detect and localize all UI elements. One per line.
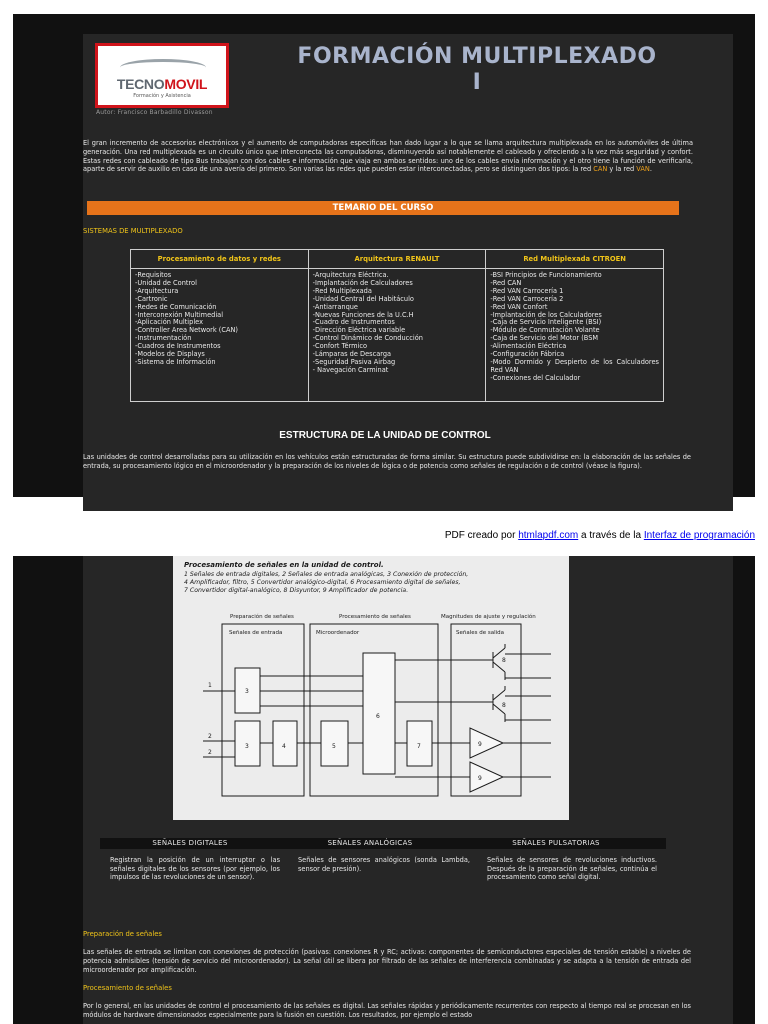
box-label-salida: Señales de salida	[456, 630, 505, 636]
figure-caption-line-1: 1 Señales de entrada digitales, 2 Señales de entrada analógicas, 3 Conexión de protección,	[184, 571, 469, 578]
list-item: -Aplicación Multiplex	[135, 318, 204, 327]
list-item: -Arquitectura	[135, 286, 179, 295]
table-row	[131, 269, 664, 402]
list-item: -Redes de Comunicación	[135, 302, 217, 311]
list-item: -Antiarranque	[312, 302, 358, 311]
preparacion-title: Preparación de señales	[83, 930, 162, 938]
block-label-8: 8	[502, 657, 506, 664]
input-label-2a: 2	[208, 733, 212, 740]
list-item: - Navegación Carminat	[312, 365, 389, 374]
list-item: -Seguridad Pasiva Airbag	[312, 357, 396, 366]
list-item: -Arquitectura Eléctrica.	[312, 271, 389, 279]
list-item: -Modo Dormido y Despierto de los Calculadores Red VAN	[490, 357, 659, 374]
signal-desc-pulsatory: Señales de sensores de revoluciones inductivos. Después de la preparación de señales, continúa el procesamiento como señal digital.	[487, 856, 657, 882]
signal-desc-digital: Registran la posición de un interruptor o las señales digitales de los sensores (por ejemplo, los impulsos de las revoluciones de un sensor).	[110, 856, 280, 882]
section-label-magnitudes: Magnitudes de ajuste y regulación	[441, 614, 536, 620]
signal-heading-analog: SEÑALES ANALÓGICAS	[327, 839, 413, 847]
page-title-line-2: I	[472, 70, 482, 95]
list-item: -Red Multiplexada	[312, 286, 372, 295]
table-header-col2: Arquitectura RENAULT	[308, 250, 486, 269]
input-label-2b: 2	[208, 749, 212, 756]
list-item: -Confort Térmico	[312, 342, 368, 351]
procesamiento-title: Procesamiento de señales	[83, 984, 172, 992]
list-item: -Caja de Servicio del Motor (BSM	[490, 334, 599, 343]
signal-heading-pulsatory: SEÑALES PULSATORIAS	[512, 839, 600, 847]
input-label-1: 1	[208, 682, 212, 689]
list-item: -Instrumentación	[135, 334, 192, 343]
estructura-paragraph: Las unidades de control desarrolladas para su utilización en los vehículos están estructuradas de forma similar. Su estructura puede subdividirse en: la elaboración de las señales de entrada, su procesamiento lógico en el microordenador y la preparación de los niveles de lógica o de potencia como señales de regulación o de control (véase la figura).	[83, 453, 691, 470]
preparacion-paragraph: Las señales de entrada se limitan con conexiones de protección (pasivas: conexiones R y RC; activas: componentes de semiconductores especiales de tensión estable) a niveles de potencia admisibles (tensión de servicio del microordenador). La señal útil se libera por filtrado de las señales de interferencia combinadas y se adapta a la tensión de entrada del microordenador por amplificación.	[83, 948, 691, 974]
signal-desc-analog: Señales de sensores analógicos (sonda Lambda, sensor de presión).	[298, 856, 470, 873]
box-label-microordenador: Microordenador	[316, 630, 360, 636]
list-item: -Unidad Central del Habitáculo	[312, 294, 414, 303]
logo-tagline: Formación y Asistencia	[133, 93, 191, 99]
block-label-3b: 3	[245, 743, 249, 750]
section-heading: ESTRUCTURA DE LA UNIDAD DE CONTROL	[279, 430, 491, 441]
block-diagram	[173, 556, 569, 820]
list-item: -Interconexión Multimedial	[135, 310, 224, 319]
tecnomovil-logo	[95, 43, 229, 108]
author-line: Autor: Francisco Barbadillo Divasson	[96, 109, 213, 116]
table-cell-citroen	[486, 269, 664, 402]
section-label-preparacion: Preparación de señales	[230, 614, 294, 620]
list-item: -Implantación de Calculadores	[312, 278, 413, 287]
amplifier-9-top-icon	[470, 728, 503, 758]
input-section-box	[222, 624, 304, 796]
logo-brand-text: TECNOMOVIL	[116, 76, 208, 92]
figure-title: Procesamiento de señales en la unidad de control.	[184, 561, 384, 569]
pdf-footer: PDF creado por htmlapdf.com a través de la Interfaz de programación	[444, 530, 755, 541]
block-label-9b: 9	[478, 775, 482, 782]
block-label-9: 9	[478, 741, 482, 748]
list-item: -Módulo de Conmutación Volante	[490, 326, 600, 335]
block-label-4: 4	[282, 743, 286, 750]
list-item: -Lámparas de Descarga	[312, 350, 392, 359]
list-item: -Alimentación Eléctrica	[490, 342, 567, 351]
api-link[interactable]: Interfaz de programación	[643, 530, 755, 541]
page-title	[276, 44, 678, 96]
list-item: -Nuevas Funciones de la U.C.H	[312, 310, 414, 319]
signal-heading-digital: SEÑALES DIGITALES	[152, 839, 228, 847]
block-label-7: 7	[417, 743, 421, 750]
amplifier-9-bottom-icon	[470, 762, 503, 792]
block-label-5: 5	[332, 743, 336, 750]
list-item: -Controller Area Network (CAN)	[135, 326, 238, 335]
list-item: -Cuadros de Instrumentos	[135, 342, 221, 351]
table-header-col1: Procesamiento de datos y redes	[131, 250, 309, 269]
list-item: -Dirección Eléctrica variable	[312, 326, 406, 335]
table-cell-procesamiento	[131, 269, 309, 402]
htmlapdf-link[interactable]: htmlapdf.com	[518, 530, 579, 541]
page-title-line-1: FORMACIÓN MULTIPLEXADO	[297, 44, 657, 69]
list-item: -Requisitos	[135, 271, 172, 279]
list-item: -Unidad de Control	[135, 278, 197, 287]
list-item: -Caja de Servicio Inteligente (BSI)	[490, 318, 602, 327]
logo-swoosh-icon	[120, 59, 206, 76]
list-item: -BSI Principios de Funcionamiento	[490, 271, 602, 279]
block-label-6: 6	[376, 713, 380, 720]
table-cell-renault	[308, 269, 486, 402]
signal-processing-figure	[173, 556, 569, 820]
list-item: -Red CAN	[490, 278, 522, 287]
list-item: -Conexiones del Calculador	[490, 373, 581, 382]
list-item: -Sistema de Información	[135, 357, 216, 366]
list-item: -Red VAN Carrocería 2	[490, 294, 564, 303]
list-item: -Red VAN Carrocería 1	[490, 286, 564, 295]
block-label-3: 3	[245, 688, 249, 695]
list-item: -Red VAN Confort	[490, 302, 548, 311]
table-header-row	[131, 250, 664, 269]
sistemas-label: SISTEMAS DE MULTIPLEXADO	[83, 227, 183, 235]
intro-paragraph: El gran incremento de accesorios electrónicos y el aumento de computadoras especificas han dado lugar a lo que se llama arquitectura multiplexada en los automóviles de última generación. Una red multiplexada es un circuito único que interconecta las computadoras, disminuyendo así notablemente el cableado y ofreciendo a la vez más seguridad y confort. Estas redes con cableado de tipo Bus trabajan con dos cables e información que viaja en ambos sentidos: uno de los cables envía información y el otro tiene la función de verificarla, aparte de servir de auxilio en caso de una avería del primero. Son varias las redes que pueden estar interconectadas, pero se distinguen dos tipos: la red CAN y la red VAN.	[83, 139, 693, 174]
list-item: -Configuración Fábrica	[490, 350, 565, 359]
section-label-procesamiento: Procesamiento de señales	[339, 614, 411, 620]
temario-heading: TEMARIO DEL CURSO	[87, 201, 679, 215]
list-item: -Modelos de Displays	[135, 350, 205, 359]
can-link[interactable]: CAN	[593, 165, 608, 174]
figure-caption-line-2: 4 Amplificador, filtro, 5 Convertidor analógico-digital, 6 Procesamiento digital de señales,	[184, 579, 461, 586]
list-item: -Implantación de los Calculadores	[490, 310, 602, 319]
block-label-8b: 8	[502, 702, 506, 709]
figure-caption-line-3: 7 Convertidor digital-analógico, 8 Disyuntor, 9 Amplificador de potencia.	[184, 587, 409, 594]
procesamiento-paragraph: Por lo general, en las unidades de control el procesamiento de las señales es digital. Las señales rápidas y periódicamente recurrentes con respecto al tiempo real se procesan en los módulos de hardware dimensionados especialmente para la fusión en cuestión. Los resultados, por ejemplo el estado	[83, 1002, 691, 1019]
box-label-entrada: Señales de entrada	[229, 630, 283, 636]
list-item: -Cuadro de Instrumentos	[312, 318, 395, 327]
table-header-col3: Red Multiplexada CITROEN	[486, 250, 664, 269]
list-item: -Control Dinámico de Conducción	[312, 334, 423, 343]
course-table	[130, 249, 664, 402]
list-item: -Cartronic	[135, 294, 168, 303]
van-link[interactable]: VAN	[636, 165, 650, 174]
